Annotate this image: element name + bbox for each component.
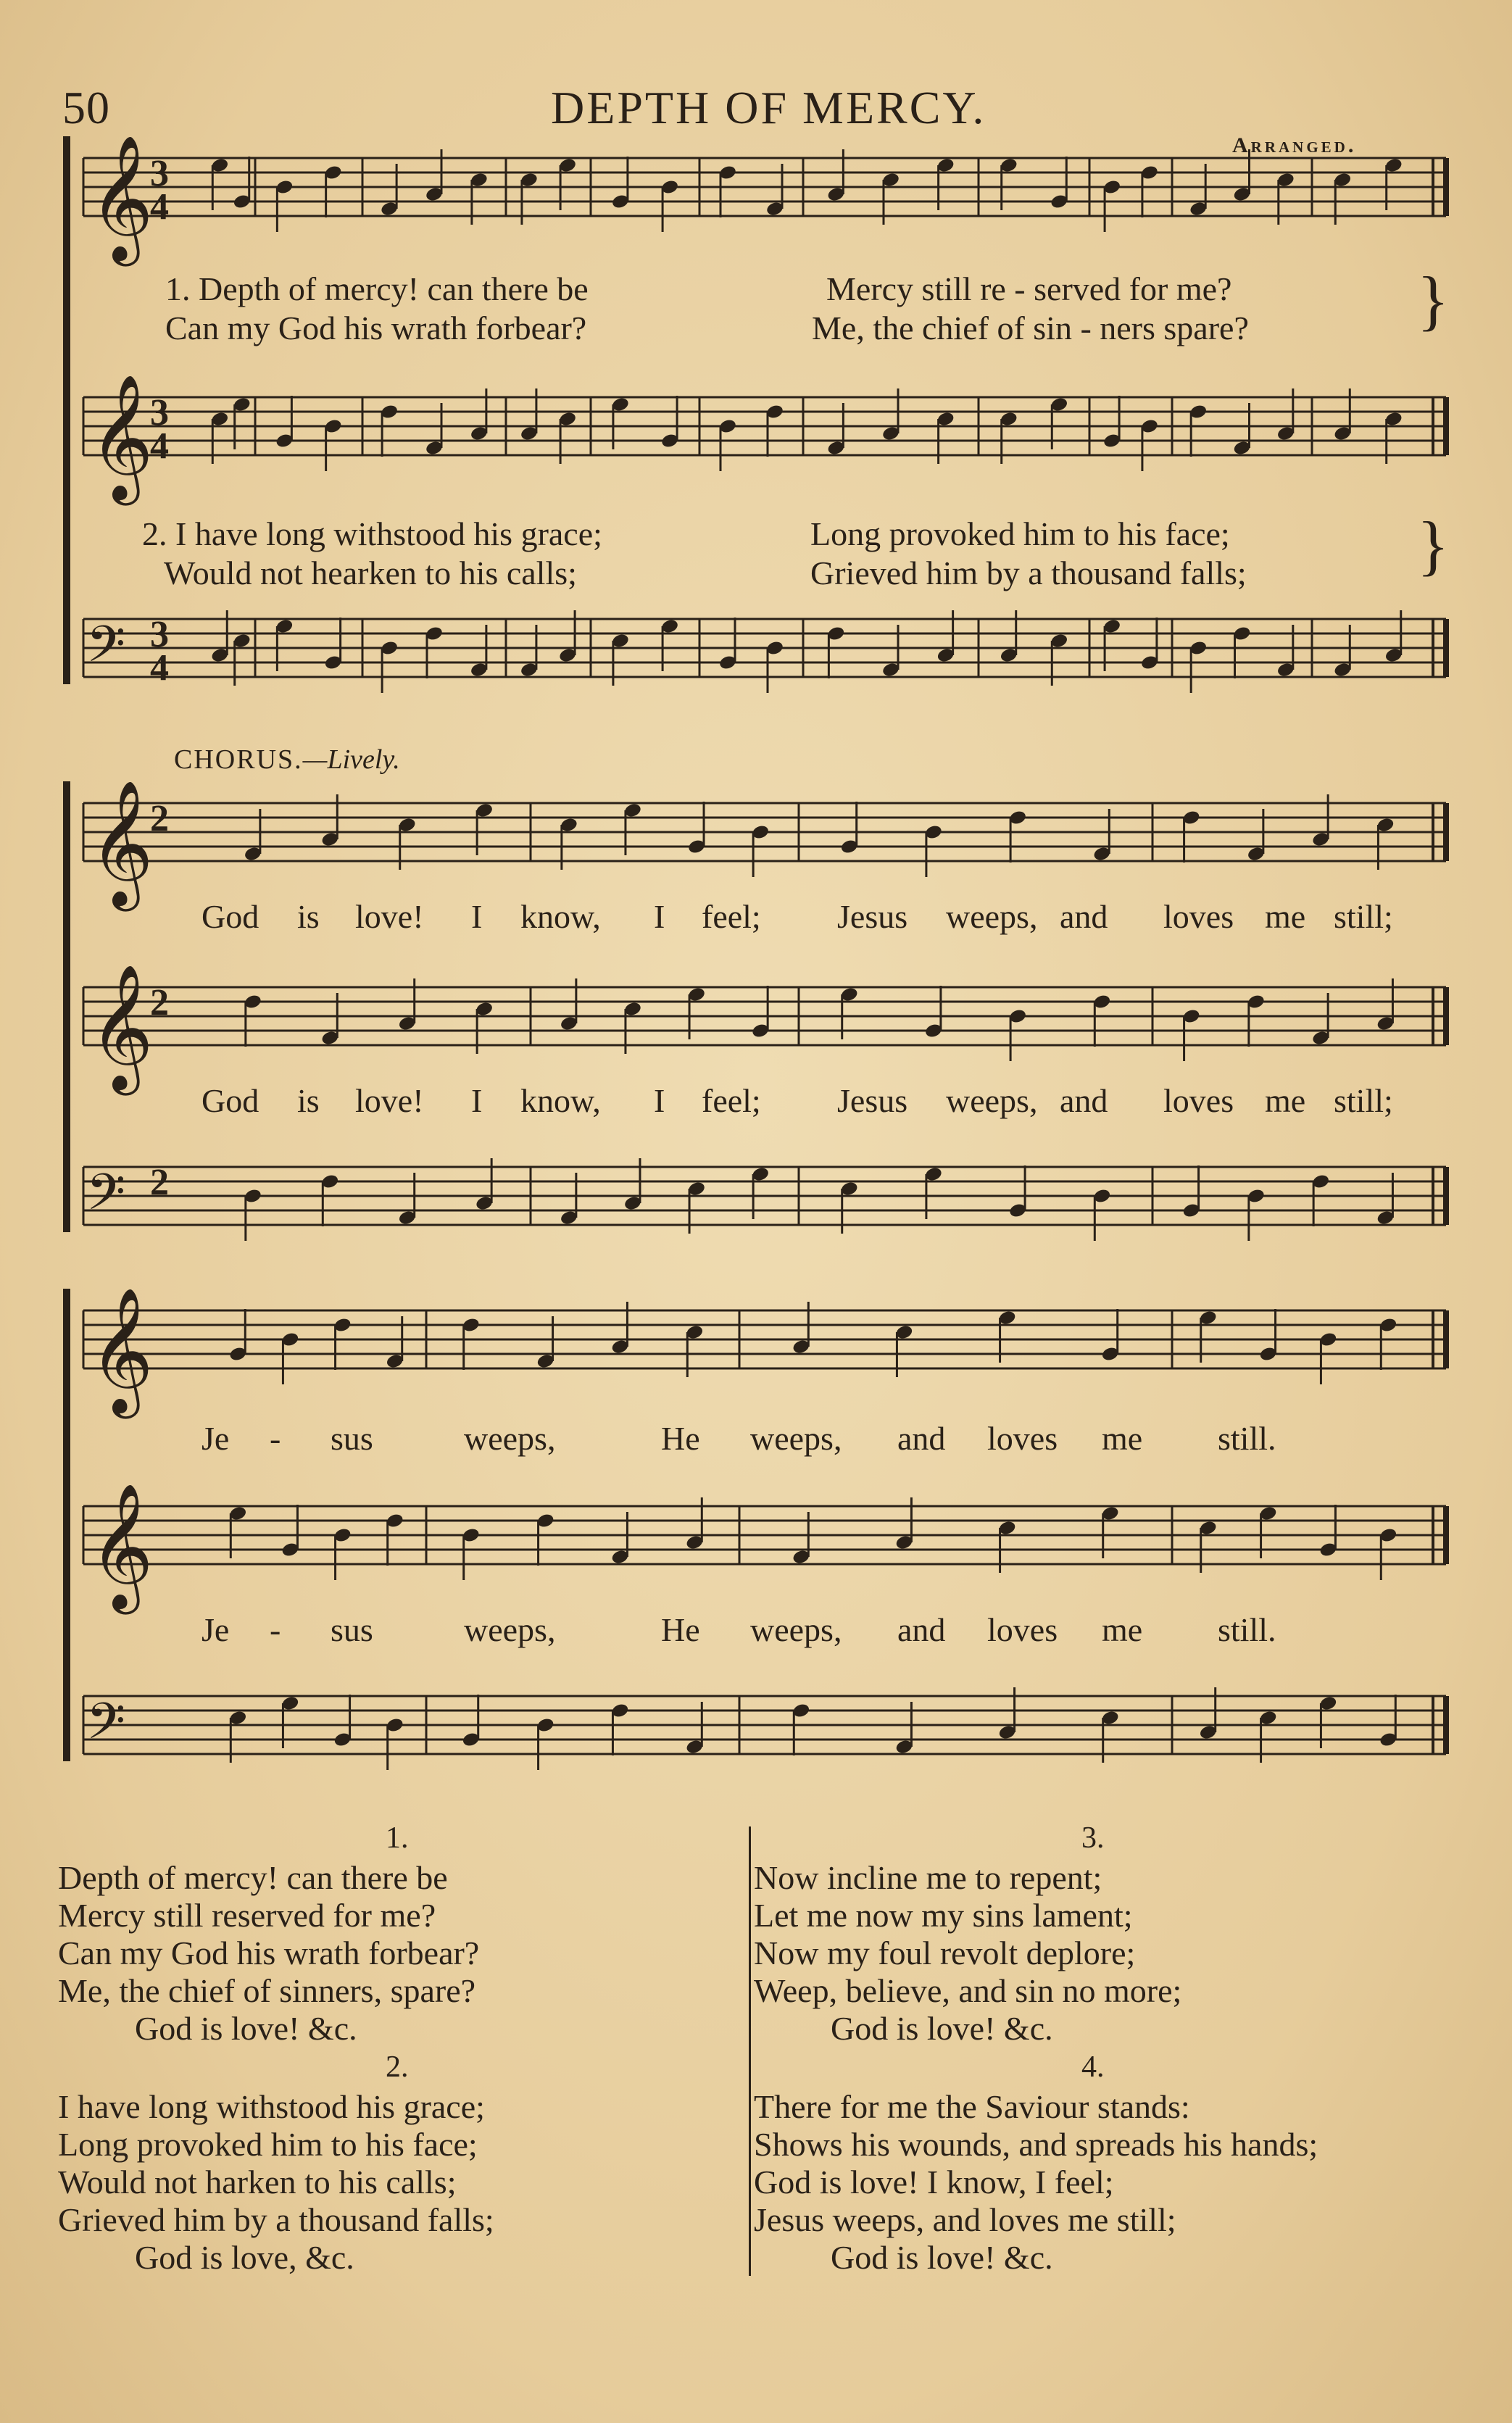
chorus-line1-alto-word: feel;: [702, 1082, 761, 1119]
verse-right-4-line: God is love! I know, I feel;: [754, 2164, 1114, 2200]
chorus-line2-treble-word: me: [1102, 1420, 1143, 1457]
chorus-line2-alto-word: Je: [202, 1611, 230, 1648]
chorus-line1-alto-word: know,: [520, 1082, 601, 1119]
chorus-line2-treble-word: Je: [202, 1420, 230, 1457]
chorus-line2-treble-word: and: [897, 1420, 946, 1457]
verse-bass-time-bottom: 4: [150, 647, 169, 689]
chorus-line1-alto-word: and: [1060, 1082, 1108, 1119]
chorus-treble-2-time: 2: [150, 982, 169, 1023]
chorus-line2-alto-word: loves: [987, 1611, 1058, 1648]
chorus-treble-1-time: 2: [150, 798, 169, 839]
verse2-line2-part2: Grieved him by a thousand falls;: [810, 554, 1247, 591]
chorus-line2-treble-word: -: [270, 1420, 281, 1457]
chorus-line1-treble-word: still;: [1334, 898, 1393, 935]
chorus-line1-alto-word: God: [202, 1082, 259, 1119]
verse-treble-1-time-top: 3: [150, 153, 169, 194]
verse-left-1-line: God is love! &c.: [135, 2010, 357, 2047]
verse-right-3-line: Weep, believe, and sin no more;: [754, 1972, 1182, 2009]
chorus-line2-alto-word: me: [1102, 1611, 1143, 1648]
chorus-line1-treble-word: is: [297, 898, 320, 935]
verse-treble-2-treble-clef: 𝄞: [89, 374, 154, 500]
verse-left-1-line: Me, the chief of sinners, spare?: [58, 1972, 476, 2009]
verse-right-3-line: Let me now my sins lament;: [754, 1897, 1133, 1934]
chorus-line1-treble-word: and: [1060, 898, 1108, 935]
verse-left-2-line: Would not harken to his calls;: [58, 2164, 457, 2200]
chorus-line2-treble-word: weeps,: [464, 1420, 556, 1457]
verse-right-4-heading: 4.: [1081, 2050, 1105, 2084]
chorus-line2-alto-word: weeps,: [464, 1611, 556, 1648]
chorus-line1-alto-word: I: [654, 1082, 665, 1119]
chorus-line1-treble-word: God: [202, 898, 259, 935]
chorus-tempo: —Lively.: [302, 744, 400, 775]
chorus-line2-alto-word: sus: [331, 1611, 373, 1648]
chorus-line1-treble-word: know,: [520, 898, 601, 935]
chorus-bass-2-bass-clef: 𝄢: [86, 1692, 126, 1763]
verse-bass-time-top: 3: [150, 614, 169, 655]
chorus-line2-treble-word: He: [661, 1420, 700, 1457]
chorus-line1-alto-word: I: [471, 1082, 483, 1119]
chorus-line2-treble-word: loves: [987, 1420, 1058, 1457]
chorus-line2-alto-word: still.: [1218, 1611, 1276, 1648]
verse-left-1-line: Mercy still reserved for me?: [58, 1897, 436, 1934]
verse1-line1-part2: Mercy still re - served for me?: [826, 270, 1232, 307]
verse-left-1-line: Can my God his wrath forbear?: [58, 1934, 480, 1971]
chorus-bass-1-bass-clef: 𝄢: [86, 1163, 126, 1234]
chorus-line1-alto-word: still;: [1334, 1082, 1393, 1119]
chorus-title: CHORUS.: [174, 744, 303, 775]
chorus-treble-4-treble-clef: 𝄞: [89, 1483, 154, 1609]
verse-treble-1-time-bottom: 4: [150, 186, 169, 228]
chorus-line1-treble-word: I: [654, 898, 665, 935]
verse1-line2-part2: Me, the chief of sin - ners spare?: [812, 309, 1249, 346]
verse-left-1-line: Depth of mercy! can there be: [58, 1859, 448, 1896]
verse-left-1-heading: 1.: [386, 1821, 409, 1855]
verse-left-2-line: Grieved him by a thousand falls;: [58, 2201, 494, 2238]
verse2-line1-part2: Long provoked him to his face;: [810, 515, 1230, 552]
verse1-brace: }: [1417, 263, 1450, 337]
verse-left-2-line: God is love, &c.: [135, 2239, 354, 2276]
verse-right-4-line: Jesus weeps, and loves me still;: [754, 2201, 1176, 2238]
verse-treble-1-treble-clef: 𝄞: [89, 135, 154, 261]
chorus-line2-alto-word: -: [270, 1611, 281, 1648]
verse-left-2-line: I have long withstood his grace;: [58, 2088, 485, 2125]
page-title: DEPTH OF MERCY.: [551, 82, 986, 133]
verse-right-3-heading: 3.: [1081, 1821, 1105, 1855]
chorus-line1-treble-word: I: [471, 898, 483, 935]
chorus-treble-1-treble-clef: 𝄞: [89, 780, 154, 906]
verse-right-3-line: God is love! &c.: [831, 2010, 1053, 2047]
chorus-treble-3-treble-clef: 𝄞: [89, 1287, 154, 1413]
verse2-brace: }: [1417, 508, 1450, 582]
verse-left-2-heading: 2.: [386, 2050, 409, 2084]
verse-right-4-line: God is love! &c.: [831, 2239, 1053, 2276]
chorus-line2-alto-word: and: [897, 1611, 946, 1648]
chorus-line2-alto-word: weeps,: [750, 1611, 842, 1648]
verse-right-4-line: Shows his wounds, and spreads his hands;: [754, 2126, 1318, 2163]
chorus-line1-alto-word: Jesus: [837, 1082, 908, 1119]
verse1-line1-part1: 1. Depth of mercy! can there be: [165, 270, 589, 307]
chorus-treble-2-treble-clef: 𝄞: [89, 964, 154, 1090]
chorus-line1-treble-word: Jesus: [837, 898, 908, 935]
verse2-line1-part1: 2. I have long withstood his grace;: [142, 515, 602, 552]
arranger-credit: Arranged.: [1232, 133, 1357, 157]
chorus-line1-treble-word: loves: [1163, 898, 1234, 935]
chorus-line1-alto-word: loves: [1163, 1082, 1234, 1119]
chorus-line1-alto-word: is: [297, 1082, 320, 1119]
chorus-line1-alto-word: love!: [355, 1082, 424, 1119]
chorus-line1-treble-word: weeps,: [946, 898, 1038, 935]
verse-treble-2-time-top: 3: [150, 392, 169, 433]
chorus-bass-1-time: 2: [150, 1162, 169, 1203]
verse-bass-bass-clef: 𝄢: [86, 615, 126, 686]
verse-left-2-line: Long provoked him to his face;: [58, 2126, 478, 2163]
verse2-line2-part1: Would not hearken to his calls;: [164, 554, 577, 591]
chorus-line1-alto-word: me: [1265, 1082, 1306, 1119]
chorus-line1-alto-word: weeps,: [946, 1082, 1038, 1119]
chorus-line2-treble-word: weeps,: [750, 1420, 842, 1457]
verse-right-4-line: There for me the Saviour stands:: [754, 2088, 1190, 2125]
chorus-line2-alto-word: He: [661, 1611, 700, 1648]
chorus-line1-treble-word: feel;: [702, 898, 761, 935]
chorus-line1-treble-word: love!: [355, 898, 424, 935]
page-number: 50: [62, 82, 110, 133]
verse1-line2-part1: Can my God his wrath forbear?: [165, 309, 587, 346]
verse-right-3-line: Now incline me to repent;: [754, 1859, 1102, 1896]
verse-treble-2-time-bottom: 4: [150, 425, 169, 467]
column-divider: [749, 1826, 751, 2276]
verse-right-3-line: Now my foul revolt deplore;: [754, 1934, 1136, 1971]
chorus-label: [174, 744, 400, 776]
chorus-line2-treble-word: sus: [331, 1420, 373, 1457]
chorus-line1-treble-word: me: [1265, 898, 1306, 935]
chorus-line2-treble-word: still.: [1218, 1420, 1276, 1457]
